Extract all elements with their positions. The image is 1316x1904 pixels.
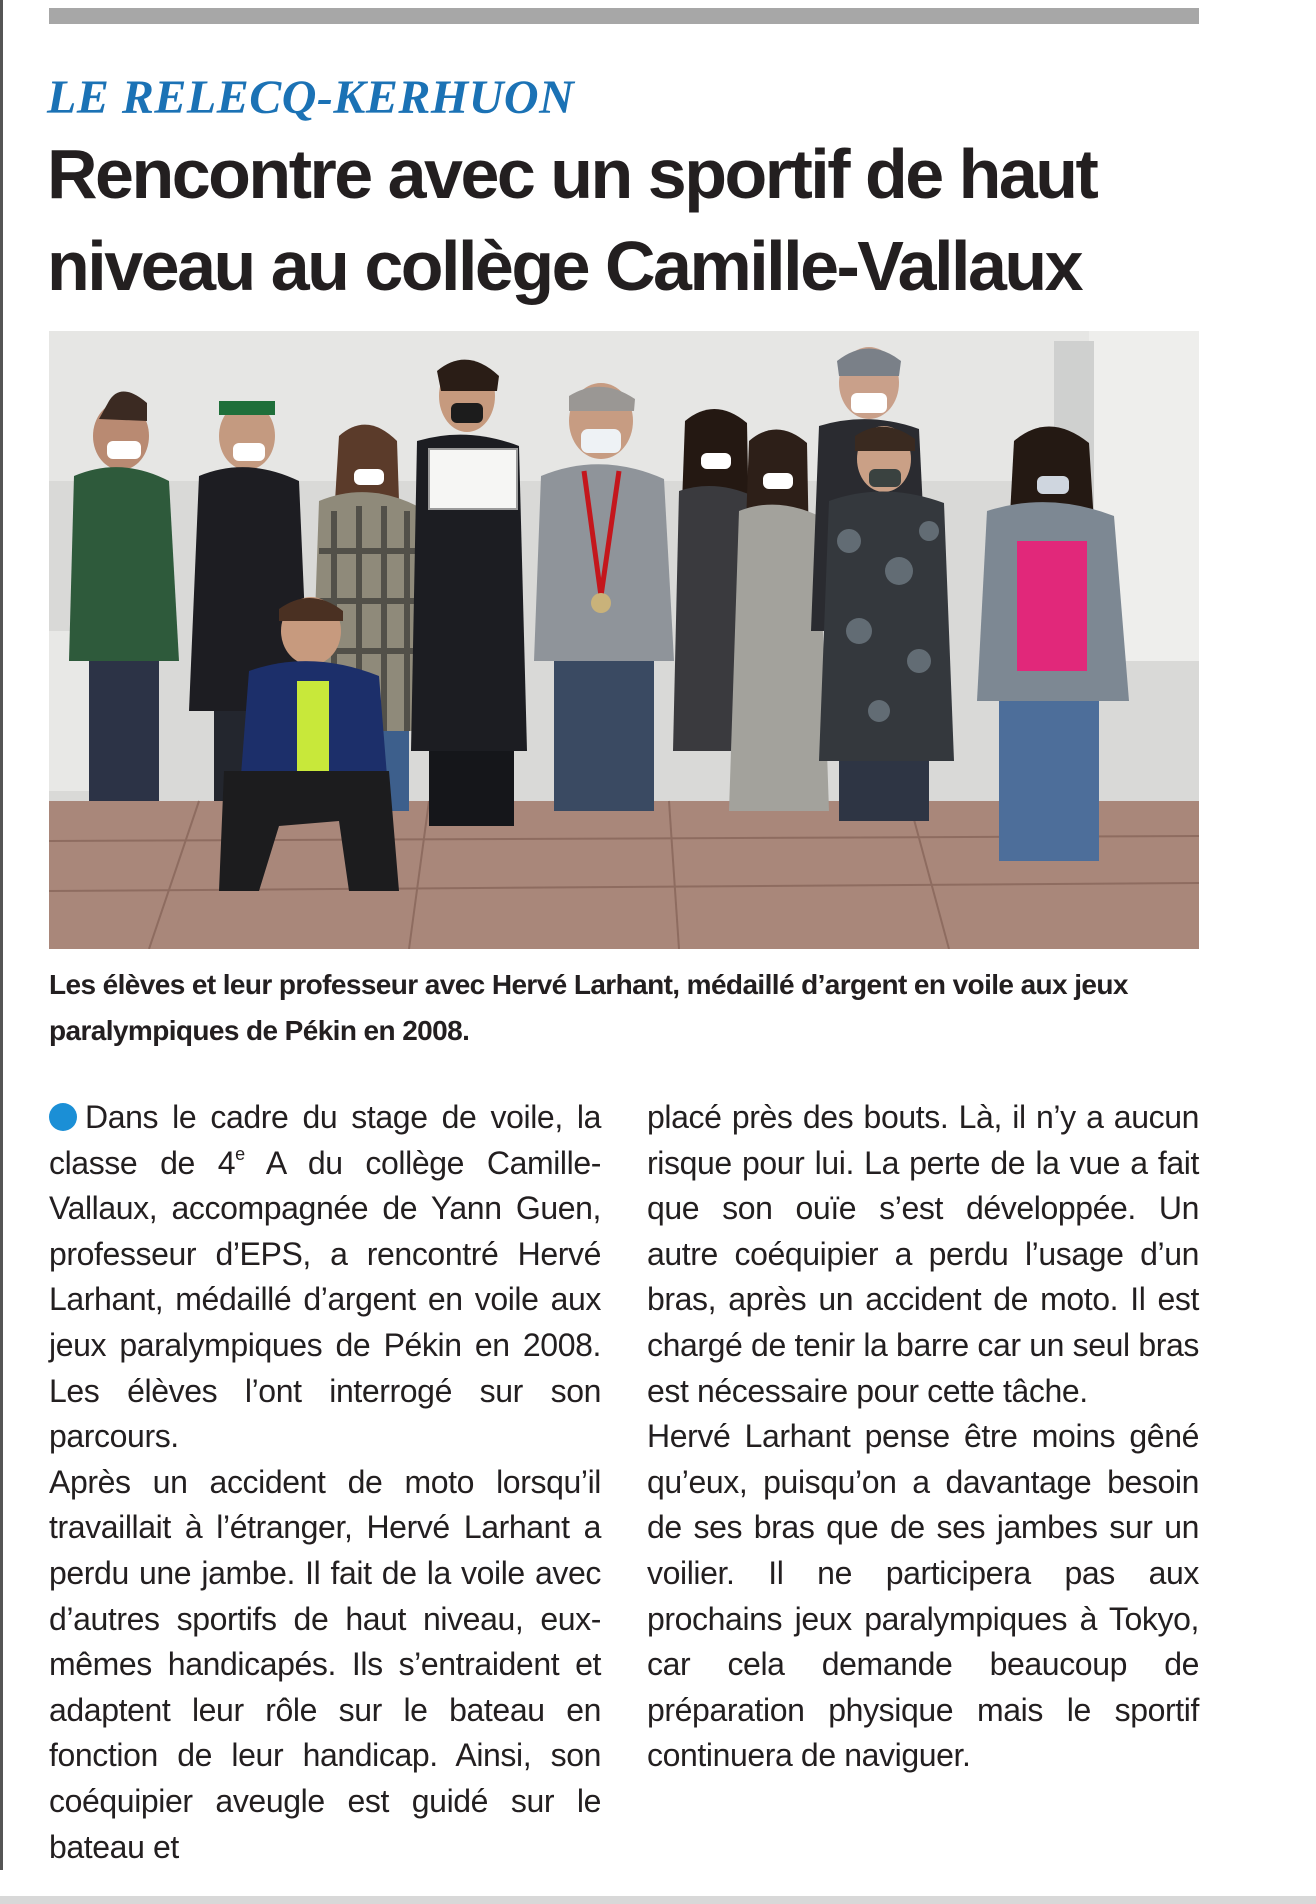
page-left-rule bbox=[0, 0, 3, 1870]
article-kicker: LE RELECQ-KERHUON bbox=[47, 71, 575, 124]
photo-caption: Les élèves et leur professeur avec Hervé Larhant, médaillé d’argent en voile aux jeux paralympiques de Pékin en 2008. bbox=[49, 969, 1128, 1046]
column1-paragraph-1: Dans le cadre du stage de voile, la classe de 4e A du collège Camille-Vallaux, accompagnée de Yann Guen, professeur d’EPS, a rencontré Hervé Larhant, médaillé d’argent en voile aux jeux paralympiques de Pékin en 2008. Les élèves l’ont interrogé sur son parcours. bbox=[49, 1099, 601, 1455]
blue-bullet-dot bbox=[49, 1103, 77, 1131]
article-photo bbox=[49, 331, 1199, 949]
article-column-2 bbox=[647, 1095, 1199, 1779]
article-headline: Rencontre avec un sportif de haut niveau au collège Camille-Vallaux bbox=[47, 135, 1097, 305]
page-bottom-rule bbox=[0, 1896, 1316, 1904]
column2-paragraph-1: placé près des bouts. Là, il n’y a aucun risque pour lui. La perte de la vue a fait que son ouïe s’est développée. Un autre coéquipier a perdu l’usage d’un bras, après un accident de moto. Il est chargé de tenir la barre car un seul bras est nécessaire pour cette tâche. bbox=[647, 1099, 1199, 1409]
section-top-bar bbox=[49, 8, 1199, 24]
column2-paragraph-2: Hervé Larhant pense être moins gêné qu’eux, puisqu’on a davantage besoin de ses bras que de ses jambes sur un voilier. Il ne participera pas aux prochains jeux paralympiques à Tokyo, car cela demande beaucoup de préparation physique mais le sportif continuera de naviguer. bbox=[647, 1418, 1199, 1774]
column1-paragraph-2: Après un accident de moto lorsqu’il travaillait à l’étranger, Hervé Larhant a perdu une jambe. Il fait de la voile avec d’autres sportifs de haut niveau, eux-mêmes handicapés. Ils s’entraident et adaptent leur rôle sur le bateau en fonction de leur handicap. Ainsi, son coéquipier aveugle est guidé sur le bateau et bbox=[49, 1463, 601, 1865]
article-column-1 bbox=[49, 1095, 601, 1870]
group-photo-illustration bbox=[49, 331, 1199, 949]
